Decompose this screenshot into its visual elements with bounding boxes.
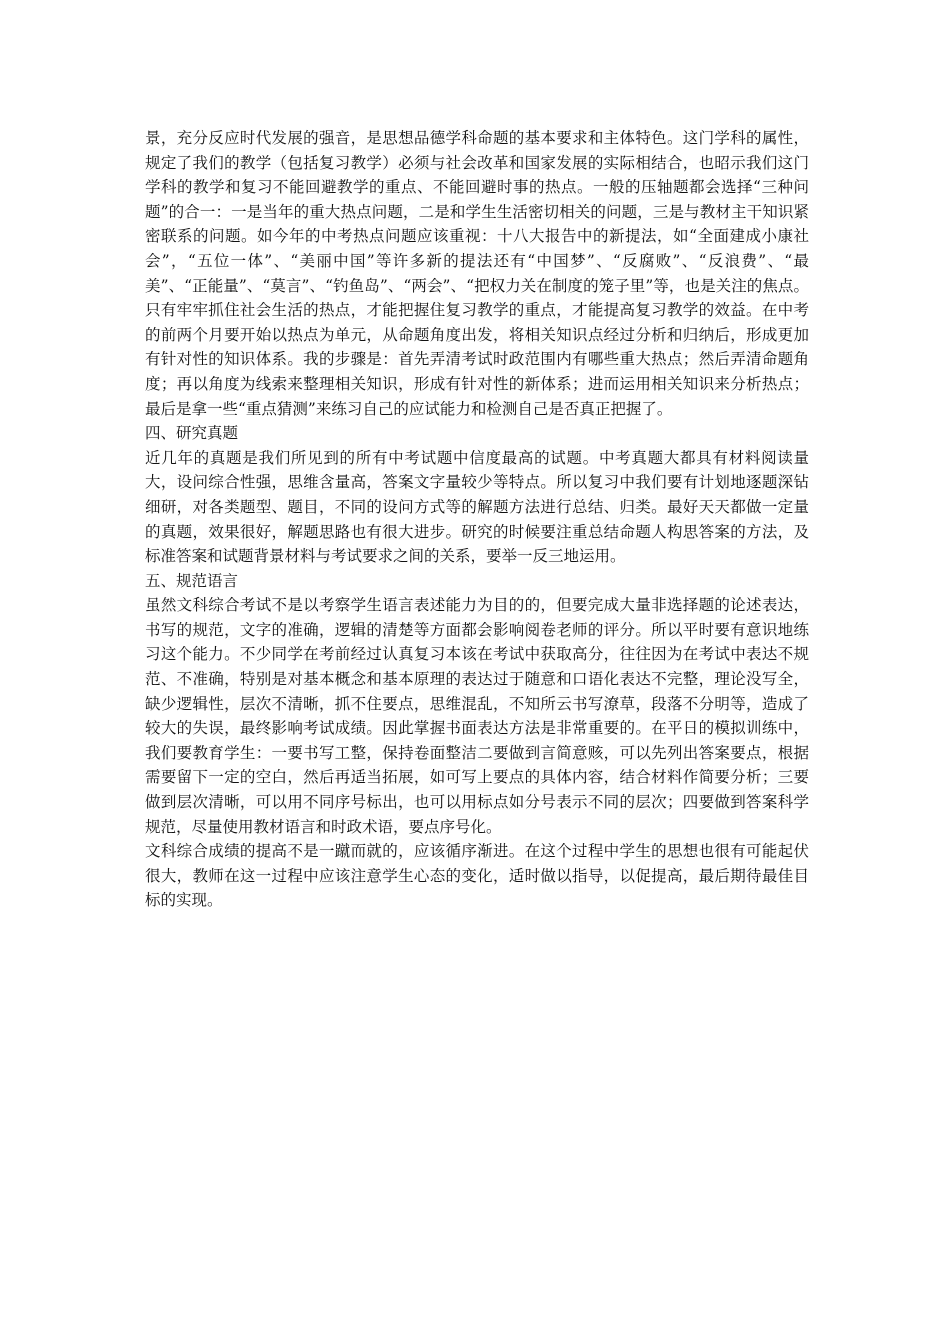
paragraph-conclusion: 文科综合成绩的提高不是一蹴而就的，应该循序渐进。在这个过程中学生的思想也很有可能起伏很大，教师在这一过程中应该注意学生心态的变化，适时做以指导，以促提高，最后期待最佳目标的实现。 bbox=[145, 842, 809, 910]
paragraph-current-affairs: 景，充分反应时代发展的强音，是思想品德学科命题的基本要求和主体特色。这门学科的属性，规定了我们的教学（包括复习教学）必须与社会改革和国家发展的实际相结合，也昭示我们这门学科的教学和复习不能回避教学的重点、不能回避时事的热点。一般的压轴题都会选择“三种问题”的合一：一是当年的重大热点问题，二是和学生生活密切相关的问题，三是与教材主干知识紧密联系的问题。如今年的中考热点问题应该重视：十八大报告中的新提法，如“全面建成小康社会”，“五位一体”、“美丽中国”等许多新的提法还有“中国梦”、“反腐败”、“反浪费”、“最美”、“正能量”、“莫言”、“钓鱼岛”、“两会”、“把权力关在制度的笼子里”等，也是关注的焦点。只有牢牢抓住社会生活的热点，才能把握住复习教学的重点，才能提高复习教学的效益。在中考的前两个月要开始以热点为单元，从命题角度出发，将相关知识点经过分析和归纳后，形成更加有针对性的知识体系。我的步骤是：首先弄清考试时政范围内有哪些重大热点；然后弄清命题角度；再以角度为线索来整理相关知识，形成有针对性的新体系；进而运用相关知识来分析热点；最后是拿一些“重点猜测”来练习自己的应试能力和检测自己是否真正把握了。 bbox=[145, 129, 809, 418]
document-body bbox=[145, 126, 809, 913]
paragraph-standard-language: 虽然文科综合考试不是以考察学生语言表述能力为目的的，但要完成大量非选择题的论述表达，书写的规范，文字的准确，逻辑的清楚等方面都会影响阅卷老师的评分。所以平时要有意识地练习这个能力。不少同学在考前经过认真复习本该在考试中获取高分，往往因为在考试中表达不规范、不准确，特别是对基本概念和基本原理的表达过于随意和口语化表达不完整，理论没写全，缺少逻辑性，层次不清晰，抓不住要点，思维混乱，不知所云书写潦草，段落不分明等，造成了较大的失误，最终影响考试成绩。因此掌握书面表达方法是非常重要的。在平日的模拟训练中，我们要教育学生：一要书写工整，保持卷面整洁二要做到言简意赅，可以先列出答案要点，根据需要留下一定的空白，然后再适当拓展，如可写上要点的具体内容，结合材料作简要分析；三要做到层次清晰，可以用不同序号标出，也可以用标点如分号表示不同的层次；四要做到答案科学规范，尽量使用教材语言和时政术语，要点序号化。 bbox=[145, 596, 809, 836]
paragraph-study-past-exams: 近几年的真题是我们所见到的所有中考试题中信度最高的试题。中考真题大都具有材料阅读量大，设问综合性强，思维含量高，答案文字量较少等特点。所以复习中我们要有计划地逐题深钻细研，对各类题型、题目，不同的设问方式等的解题方法进行总结、归类。最好天天都做一定量的真题，效果很好，解题思路也有很大进步。研究的时候要注重总结命题人构思答案的方法，及标准答案和试题背景材料与考试要求之间的关系，要举一反三地运用。 bbox=[145, 448, 809, 566]
section-heading-standard-language: 五、规范语言 bbox=[145, 571, 239, 590]
section-heading-study-past-exams: 四、研究真题 bbox=[145, 424, 239, 443]
